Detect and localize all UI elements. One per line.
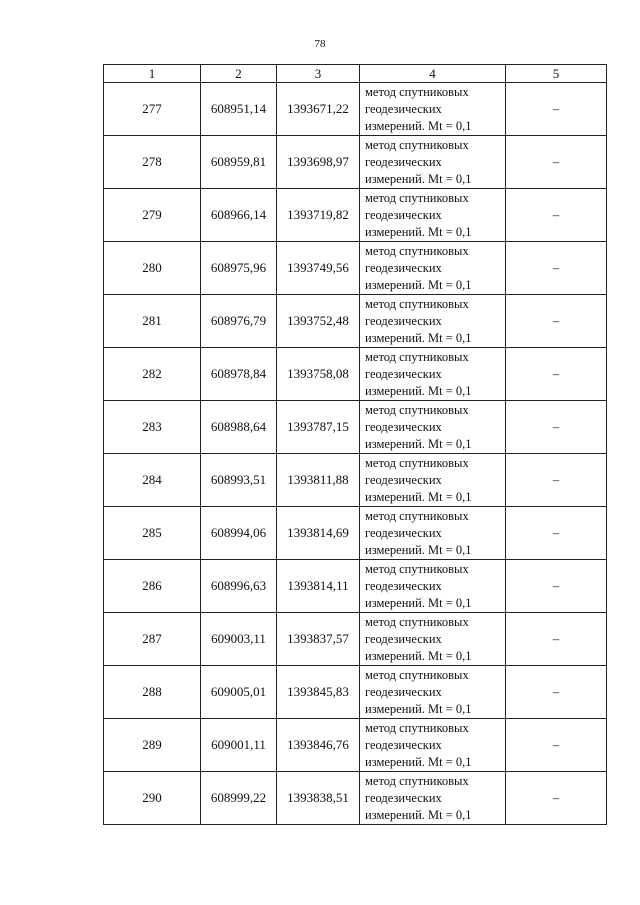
method-line: метод спутниковых (365, 508, 469, 523)
method-line: метод спутниковых (365, 84, 469, 99)
y-coordinate-cell: 1393845,83 (277, 666, 360, 719)
method-line: метод спутниковых (365, 137, 469, 152)
x-coordinate-cell: 609003,11 (201, 613, 277, 666)
method-line: геодезических (365, 101, 442, 116)
method-cell (360, 136, 506, 189)
method-line: геодезических (365, 737, 442, 752)
method-line: измерений. Mt = 0,1 (365, 118, 472, 133)
point-number-cell: 290 (104, 772, 201, 825)
method-line: геодезических (365, 260, 442, 275)
method-line: измерений. Mt = 0,1 (365, 277, 472, 292)
point-number-cell: 289 (104, 719, 201, 772)
column-5-cell: – (506, 136, 607, 189)
method-cell (360, 772, 506, 825)
y-coordinate-cell: 1393752,48 (277, 295, 360, 348)
method-cell (360, 348, 506, 401)
method-line: геодезических (365, 790, 442, 805)
method-line: измерений. Mt = 0,1 (365, 807, 472, 822)
method-line: геодезических (365, 207, 442, 222)
header-col-2: 2 (201, 65, 277, 83)
method-line: геодезических (365, 525, 442, 540)
table-row (104, 454, 607, 507)
method-line: метод спутниковых (365, 349, 469, 364)
method-line: геодезических (365, 366, 442, 381)
method-line: метод спутниковых (365, 402, 469, 417)
y-coordinate-cell: 1393838,51 (277, 772, 360, 825)
point-number-cell: 278 (104, 136, 201, 189)
table-body (104, 83, 607, 825)
column-5-cell: – (506, 348, 607, 401)
method-cell (360, 83, 506, 136)
method-line: метод спутниковых (365, 667, 469, 682)
x-coordinate-cell: 608976,79 (201, 295, 277, 348)
method-line: метод спутниковых (365, 296, 469, 311)
method-line: измерений. Mt = 0,1 (365, 171, 472, 186)
y-coordinate-cell: 1393837,57 (277, 613, 360, 666)
method-line: геодезических (365, 578, 442, 593)
column-5-cell: – (506, 613, 607, 666)
x-coordinate-cell: 608996,63 (201, 560, 277, 613)
method-cell (360, 401, 506, 454)
method-cell (360, 242, 506, 295)
point-number-cell: 287 (104, 613, 201, 666)
y-coordinate-cell: 1393758,08 (277, 348, 360, 401)
point-number-cell: 284 (104, 454, 201, 507)
x-coordinate-cell: 608978,84 (201, 348, 277, 401)
point-number-cell: 277 (104, 83, 201, 136)
method-line: метод спутниковых (365, 561, 469, 576)
point-number-cell: 288 (104, 666, 201, 719)
y-coordinate-cell: 1393814,69 (277, 507, 360, 560)
method-line: геодезических (365, 154, 442, 169)
x-coordinate-cell: 609005,01 (201, 666, 277, 719)
column-5-cell: – (506, 772, 607, 825)
method-line: геодезических (365, 419, 442, 434)
method-line: измерений. Mt = 0,1 (365, 595, 472, 610)
column-5-cell: – (506, 719, 607, 772)
header-col-1: 1 (104, 65, 201, 83)
method-line: метод спутниковых (365, 243, 469, 258)
page-number: 78 (314, 38, 326, 50)
column-5-cell: – (506, 507, 607, 560)
method-line: измерений. Mt = 0,1 (365, 330, 472, 345)
point-number-cell: 281 (104, 295, 201, 348)
method-cell (360, 295, 506, 348)
column-5-cell: – (506, 560, 607, 613)
method-line: измерений. Mt = 0,1 (365, 648, 472, 663)
table-row (104, 136, 607, 189)
point-number-cell: 280 (104, 242, 201, 295)
method-line: измерений. Mt = 0,1 (365, 542, 472, 557)
table-row (104, 719, 607, 772)
header-col-3: 3 (277, 65, 360, 83)
table-row (104, 189, 607, 242)
table-row (104, 666, 607, 719)
method-line: измерений. Mt = 0,1 (365, 754, 472, 769)
column-5-cell: – (506, 666, 607, 719)
column-5-cell: – (506, 295, 607, 348)
y-coordinate-cell: 1393749,56 (277, 242, 360, 295)
point-number-cell: 285 (104, 507, 201, 560)
point-number-cell: 286 (104, 560, 201, 613)
table-row (104, 560, 607, 613)
coordinates-table (103, 64, 607, 825)
method-cell (360, 719, 506, 772)
point-number-cell: 282 (104, 348, 201, 401)
table-row (104, 772, 607, 825)
y-coordinate-cell: 1393811,88 (277, 454, 360, 507)
column-5-cell: – (506, 242, 607, 295)
header-col-4: 4 (360, 65, 506, 83)
column-5-cell: – (506, 189, 607, 242)
method-line: метод спутниковых (365, 190, 469, 205)
point-number-cell: 279 (104, 189, 201, 242)
method-line: геодезических (365, 631, 442, 646)
table-row (104, 507, 607, 560)
method-cell (360, 560, 506, 613)
method-line: метод спутниковых (365, 773, 469, 788)
method-cell (360, 613, 506, 666)
y-coordinate-cell: 1393814,11 (277, 560, 360, 613)
method-line: измерений. Mt = 0,1 (365, 701, 472, 716)
table-row (104, 613, 607, 666)
method-line: геодезических (365, 684, 442, 699)
y-coordinate-cell: 1393671,22 (277, 83, 360, 136)
method-line: метод спутниковых (365, 455, 469, 470)
y-coordinate-cell: 1393846,76 (277, 719, 360, 772)
x-coordinate-cell: 608975,96 (201, 242, 277, 295)
table-row (104, 348, 607, 401)
x-coordinate-cell: 608993,51 (201, 454, 277, 507)
x-coordinate-cell: 608988,64 (201, 401, 277, 454)
y-coordinate-cell: 1393787,15 (277, 401, 360, 454)
method-cell (360, 454, 506, 507)
point-number-cell: 283 (104, 401, 201, 454)
method-line: измерений. Mt = 0,1 (365, 383, 472, 398)
y-coordinate-cell: 1393698,97 (277, 136, 360, 189)
method-line: геодезических (365, 472, 442, 487)
method-cell (360, 666, 506, 719)
table-row (104, 401, 607, 454)
x-coordinate-cell: 609001,11 (201, 719, 277, 772)
header-col-5: 5 (506, 65, 607, 83)
x-coordinate-cell: 608959,81 (201, 136, 277, 189)
y-coordinate-cell: 1393719,82 (277, 189, 360, 242)
method-line: измерений. Mt = 0,1 (365, 489, 472, 504)
x-coordinate-cell: 608999,22 (201, 772, 277, 825)
method-cell (360, 507, 506, 560)
x-coordinate-cell: 608951,14 (201, 83, 277, 136)
method-line: геодезических (365, 313, 442, 328)
method-line: измерений. Mt = 0,1 (365, 436, 472, 451)
method-line: метод спутниковых (365, 614, 469, 629)
x-coordinate-cell: 608994,06 (201, 507, 277, 560)
method-line: измерений. Mt = 0,1 (365, 224, 472, 239)
table-row (104, 295, 607, 348)
method-cell (360, 189, 506, 242)
header-row (104, 65, 607, 83)
x-coordinate-cell: 608966,14 (201, 189, 277, 242)
method-line: метод спутниковых (365, 720, 469, 735)
column-5-cell: – (506, 401, 607, 454)
column-5-cell: – (506, 454, 607, 507)
table-row (104, 83, 607, 136)
table-row (104, 242, 607, 295)
column-5-cell: – (506, 83, 607, 136)
